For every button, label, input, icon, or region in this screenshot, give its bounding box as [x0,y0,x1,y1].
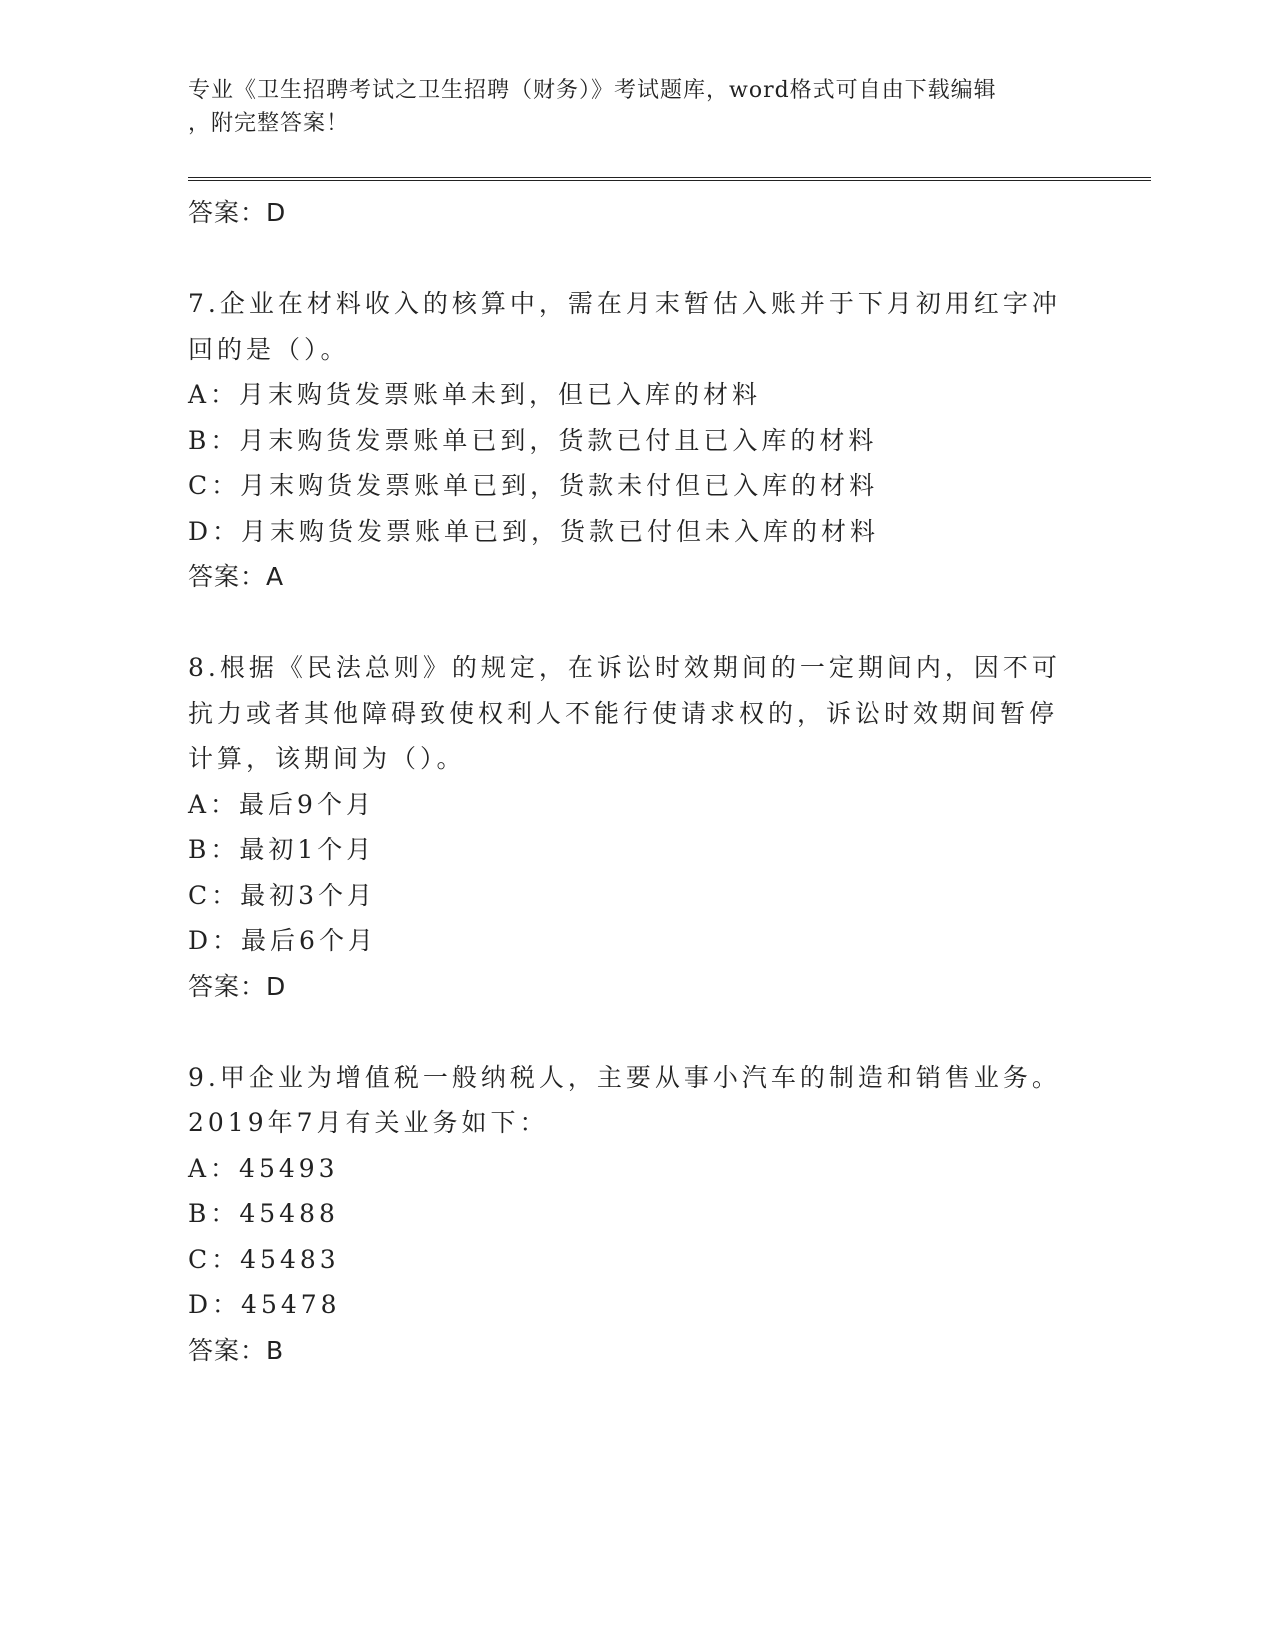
spacer [188,1009,1088,1055]
question-7 [188,281,1088,600]
option-c: C：月末购货发票账单已到，货款未付但已入库的材料 [188,471,879,500]
question-stem-line: 抗力或者其他障碍致使权利人不能行使请求权的，诉讼时效期间暂停 [188,698,1059,728]
option-a: A：最后9个月 [188,789,375,819]
question-8 [188,645,1088,1009]
spacer [188,600,1088,646]
option-c: C：45483 [188,1244,340,1274]
answer-line: 答案：A [188,562,285,591]
question-stem-line: 7.企业在材料收入的核算中，需在月末暂估入账并于下月初用红字冲 [188,289,1061,318]
question-list [188,190,1088,1373]
header-divider [188,177,1151,181]
option-d: D：45478 [188,1290,341,1319]
answer-line: 答案：D [188,198,287,227]
option-b: B：45488 [188,1199,339,1228]
question-stem-line: 计算，该期间为（）。 [188,744,466,773]
question-stem-line: 8.根据《民法总则》的规定，在诉讼时效期间的一定期间内，因不可 [188,653,1061,682]
question-stem-line: 9.甲企业为增值税一般纳税人，主要从事小汽车的制造和销售业务。 [188,1062,1061,1092]
option-a: A：45493 [188,1153,339,1183]
option-b: B：月末购货发票账单已到，货款已付且已入库的材料 [188,425,878,455]
question-stem-line: 2019年7月有关业务如下： [188,1108,549,1137]
option-d: D：最后6个月 [188,926,377,955]
option-d: D：月末购货发票账单已到，货款已付但未入库的材料 [188,516,880,546]
option-b: B：最初1个月 [188,835,376,864]
document-header [188,74,1068,140]
question-stem-line: 回的是（）。 [188,334,350,364]
header-line-1: 专业《卫生招聘考试之卫生招聘（财务）》考试题库，word格式可自由下载编辑 [188,78,997,103]
answer-line: 答案：B [188,1335,285,1365]
spacer [188,236,1088,282]
header-line-2: ，附完整答案！ [188,111,350,136]
option-a: A：月末购货发票账单未到，但已入库的材料 [188,380,762,409]
question-9 [188,1055,1088,1374]
option-c: C：最初3个月 [188,880,377,910]
answer-line: 答案：D [188,971,287,1001]
